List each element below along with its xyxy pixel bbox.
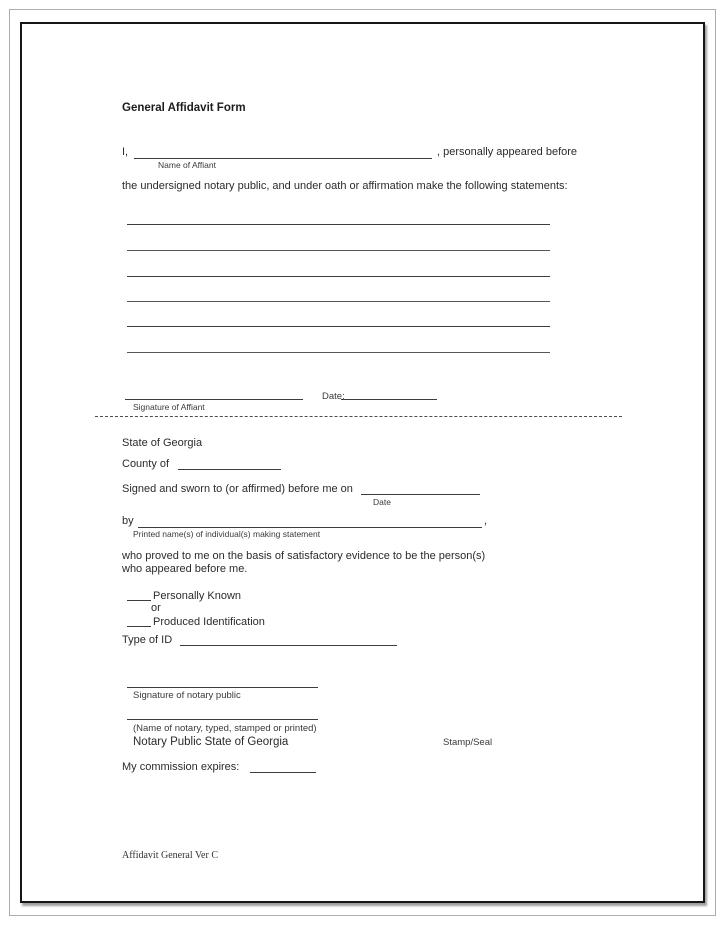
intro-suffix: , personally appeared before [437, 146, 578, 158]
notary-public-state-line: Notary Public State of Georgia [133, 736, 289, 748]
affiant-name-field[interactable] [134, 158, 432, 159]
type-of-id-field[interactable] [180, 645, 397, 646]
notary-name-field[interactable] [127, 719, 318, 720]
by-suffix: , [484, 515, 488, 527]
printed-name-label: Printed name(s) of individual(s) making statement [133, 529, 321, 539]
by-names-field[interactable] [138, 527, 482, 528]
state-line: State of Georgia [122, 437, 203, 449]
statement-line-4[interactable] [127, 301, 550, 302]
or-label: or [151, 602, 161, 614]
personally-known-label: Personally Known [153, 590, 242, 602]
affiant-date-label: Date: [322, 391, 345, 402]
affiant-name-label: Name of Affiant [158, 160, 216, 170]
statement-line-6[interactable] [127, 352, 550, 353]
sworn-date-field[interactable] [361, 494, 480, 495]
produced-id-label: Produced Identification [153, 616, 265, 628]
notary-signature-label: Signature of notary public [133, 690, 241, 701]
intro-prefix: I, [122, 146, 129, 158]
proved-text-line2: who appeared before me. [122, 563, 248, 575]
proved-text-line1: who proved to me on the basis of satisfactory evidence to be the person(s) [122, 550, 486, 562]
notary-name-label: (Name of notary, typed, stamped or printed) [133, 723, 317, 734]
type-of-id-prefix: Type of ID [122, 634, 173, 646]
statement-line-5[interactable] [127, 326, 550, 327]
section-divider [95, 416, 622, 417]
produced-id-checkline[interactable] [127, 626, 151, 627]
sworn-text: Signed and sworn to (or affirmed) before me on [122, 483, 353, 495]
sworn-date-label: Date [373, 497, 391, 507]
statement-line-1[interactable] [127, 224, 550, 225]
personally-known-checkline[interactable] [127, 600, 151, 601]
commission-expires-prefix: My commission expires: [122, 761, 240, 773]
intro-body: the undersigned notary public, and under oath or affirmation make the following statements: [122, 180, 568, 192]
affiant-signature-field[interactable] [125, 399, 303, 400]
county-prefix: County of [122, 458, 170, 470]
affiant-date-field[interactable] [341, 399, 437, 400]
statement-line-2[interactable] [127, 250, 550, 251]
commission-expires-field[interactable] [250, 772, 316, 773]
statement-line-3[interactable] [127, 276, 550, 277]
footer-version: Affidavit General Ver C [122, 850, 218, 861]
by-prefix: by [122, 515, 134, 527]
affiant-signature-label: Signature of Affiant [133, 402, 205, 412]
page-title: General Affidavit Form [122, 102, 246, 114]
county-field[interactable] [178, 469, 281, 470]
stamp-seal-label: Stamp/Seal [443, 737, 493, 748]
notary-signature-field[interactable] [127, 687, 318, 688]
